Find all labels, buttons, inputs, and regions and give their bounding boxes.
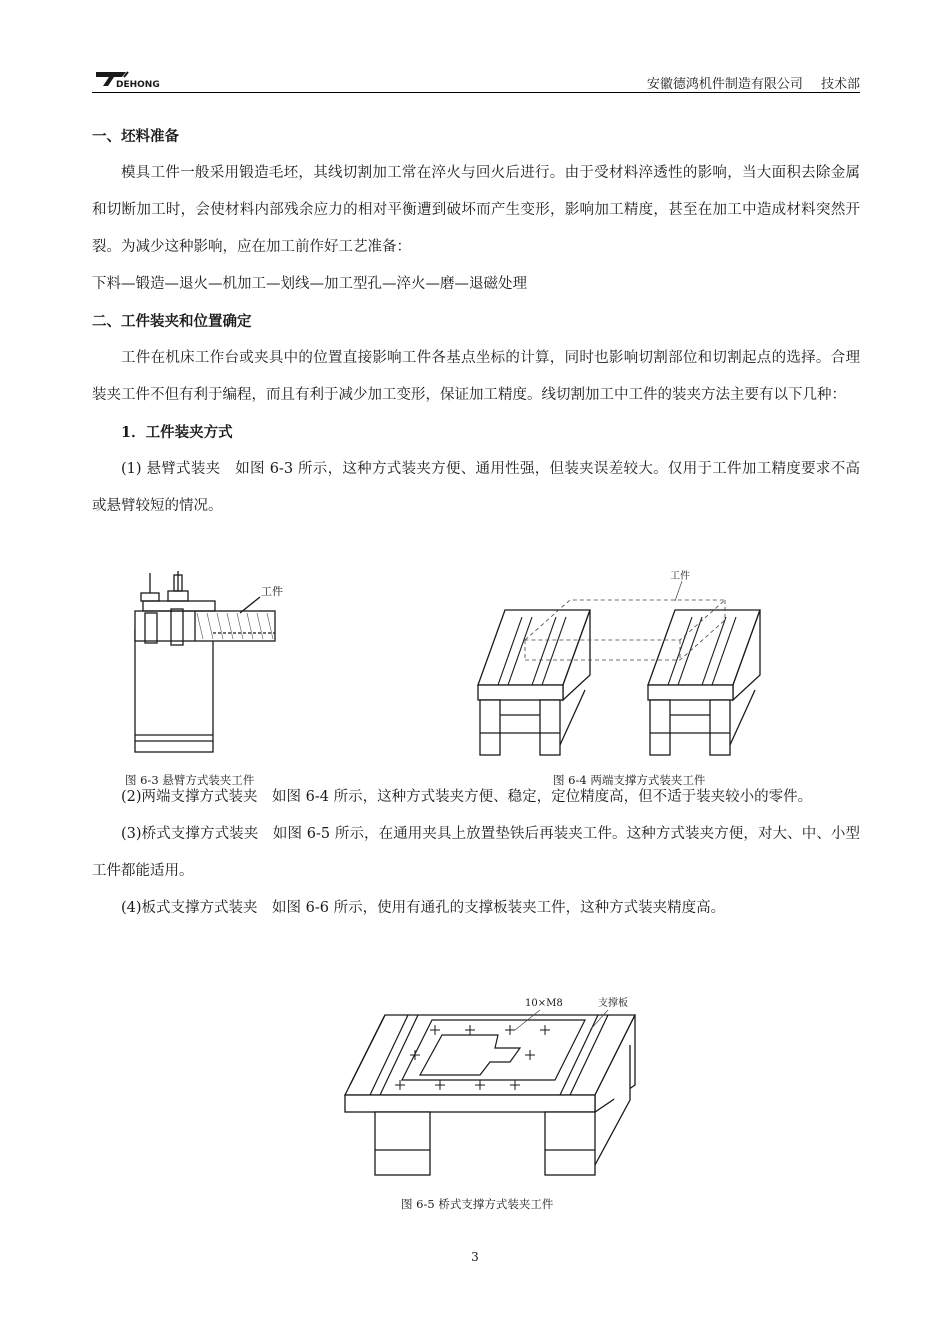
section-2-title: 二、工件装夹和位置确定 xyxy=(92,313,252,330)
subsection-1-title: 1．工件装夹方式 xyxy=(121,424,233,441)
item-4-paragraph: (4)板式支撑方式装夹 如图 6-6 所示，使用有通孔的支撑板装夹工件，这种方式装夹精度高。 xyxy=(121,900,726,916)
process-flow: 下料—锻造—退火—机加工—划线—加工型孔—淬火—磨—退磁处理 xyxy=(92,276,527,292)
company-name: 安徽德鸿机件制造有限公司 xyxy=(646,77,803,92)
figure-6-5-caption: 图 6-5 桥式支撑方式装夹工件 xyxy=(401,1197,554,1211)
figure-6-4 xyxy=(470,565,780,760)
section-2-paragraph: 工件在机床工作台或夹具中的位置直接影响工件各基点坐标的计算，同时也影响切割部位和切割起点的选择。合理装夹工件不但有利于编程，而且有利于减少加工变形，保证加工精度。线切割加工中工件的装夹方法主要有以下几种： xyxy=(92,350,860,403)
fig63-workpiece-label: 工件 xyxy=(261,585,283,598)
page-header xyxy=(92,62,860,93)
logo-text: DEHONG xyxy=(116,80,160,90)
section-1-title: 一、坯料准备 xyxy=(92,128,179,145)
item-2-paragraph: (2)两端支撑方式装夹 如图 6-4 所示，这种方式装夹方便、稳定，定位精度高，但不适于装夹较小的零件。 xyxy=(121,789,813,805)
section-1-paragraph: 模具工件一般采用锻造毛坯，其线切割加工常在淬火与回火后进行。由于受材料淬透性的影响，当大面积去除金属和切断加工时，会使材料内部残余应力的相对平衡遭到破坏而产生变形，影响加工精度，甚至在加工中造成材料突然开裂。为减少这种影响，应在加工前作好工艺准备： xyxy=(92,165,860,255)
item-3-paragraph: (3)桥式支撑方式装夹 如图 6-5 所示，在通用夹具上放置垫铁后再装夹工件。这种方式装夹方便，对大、中、小型工件都能适用。 xyxy=(92,826,860,879)
page-number: 3 xyxy=(471,1250,479,1264)
item-1-paragraph: (1) 悬臂式装夹 如图 6-3 所示，这种方式装夹方便、通用性强，但装夹误差较大。仅用于工件加工精度要求不高或悬臂较短的情况。 xyxy=(92,461,860,514)
fig65-plate-label: 支撑板 xyxy=(598,998,628,1009)
fig65-holes-label: 10×M8 xyxy=(525,998,563,1009)
figure-6-3 xyxy=(125,565,305,760)
header-title xyxy=(647,73,860,92)
company-logo xyxy=(92,68,182,90)
figure-6-5 xyxy=(340,990,640,1185)
document-body xyxy=(92,118,860,927)
fig64-workpiece-label: 工件 xyxy=(670,571,690,582)
department-name: 技术部 xyxy=(820,77,860,92)
figure-6-3-caption: 图 6-3 悬臂方式装夹工件 xyxy=(125,773,255,787)
figure-6-4-caption: 图 6-4 两端支撑方式装夹工件 xyxy=(553,773,706,787)
